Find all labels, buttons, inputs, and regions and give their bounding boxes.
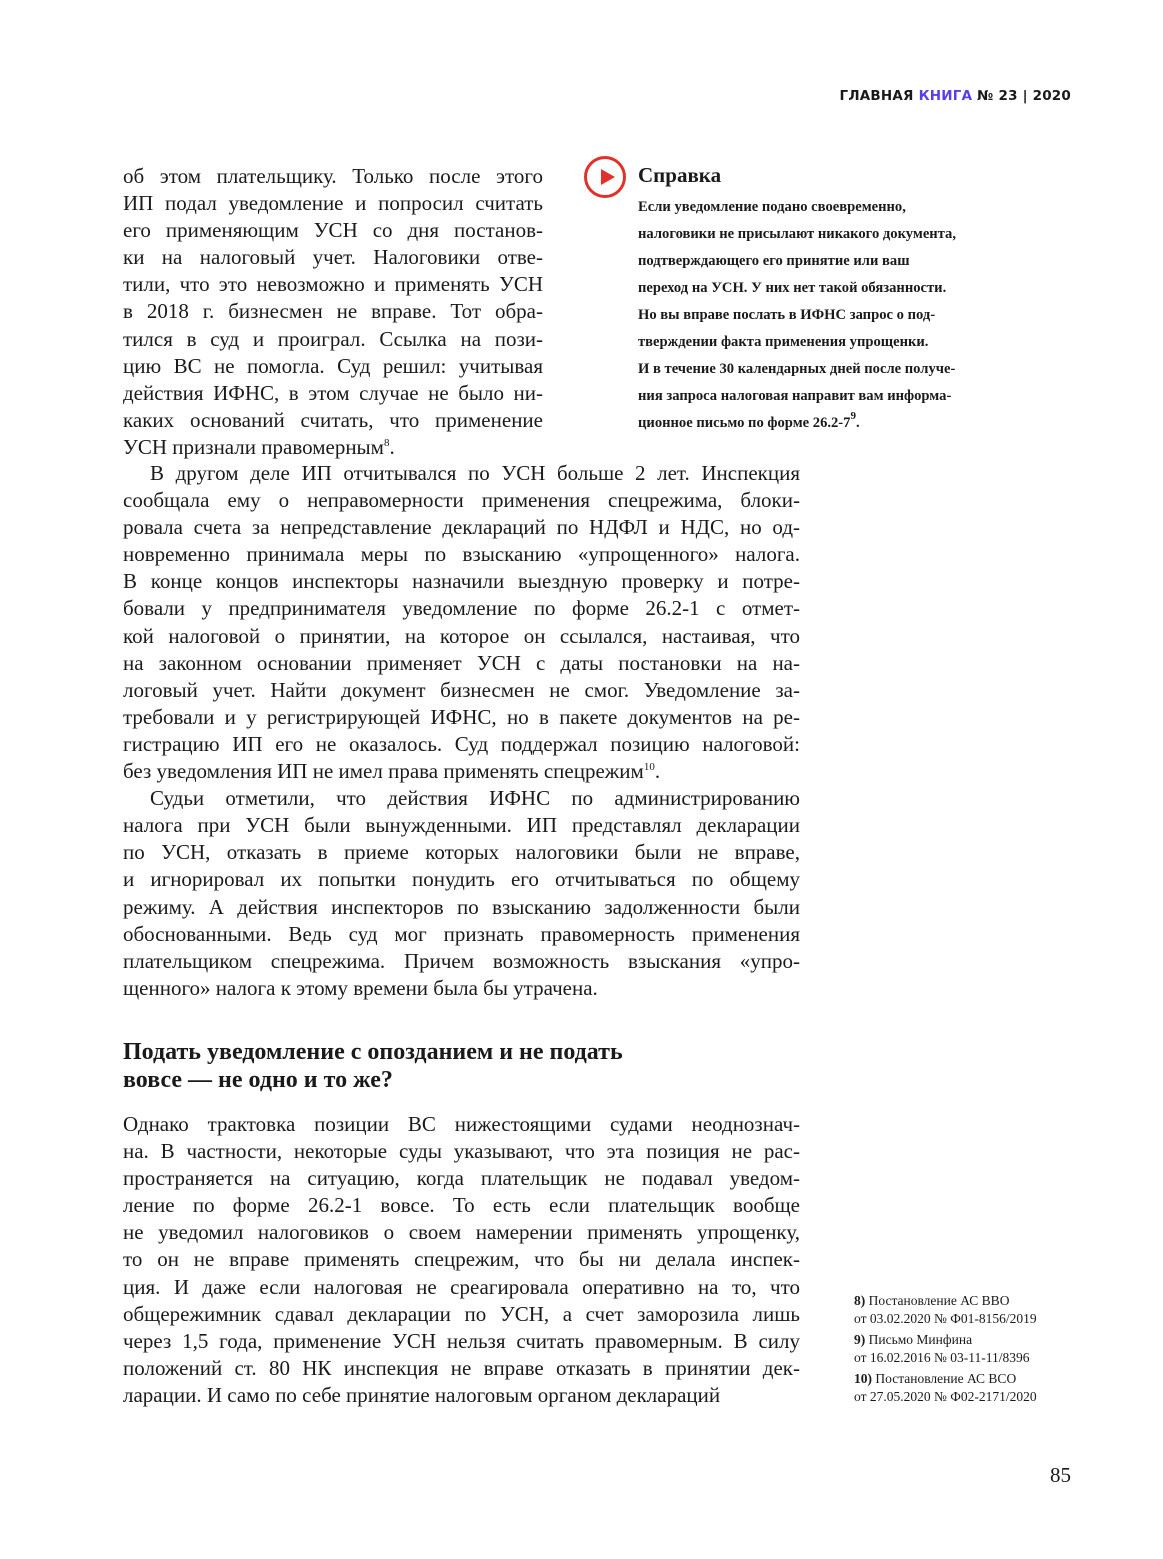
text-line: Но вы вправе послать в ИФНС запрос о под-	[638, 307, 936, 323]
text-line: каких оснований считать, что применение	[123, 407, 543, 432]
text-line: ки на налоговый учет. Налоговики отве-	[123, 245, 543, 270]
brand-name-accent: КНИГА	[918, 88, 973, 104]
text-line: сообщала ему о неправомерности применения спецрежима, блоки-	[123, 488, 800, 513]
text-line: плательщиком спецрежима. Причем возможность взыскания «упро-	[123, 948, 800, 973]
text-line: действия ИФНС, в этом случае не было ни-	[123, 380, 543, 405]
footnote-ref: 9	[850, 410, 856, 422]
text-line: налоговики не присылают никакого документа,	[638, 226, 956, 242]
text-line: тился в суд и проиграл. Ссылка на пози-	[123, 326, 543, 351]
footnote-source: Письмо Минфина	[865, 1332, 973, 1347]
footnote-details: от 27.05.2020 № Ф02-2171/2020	[854, 1388, 1037, 1404]
footnote-details: от 03.02.2020 № Ф01-8156/2019	[854, 1310, 1037, 1326]
text-line: переход на УСН. У них нет такой обязанности.	[638, 280, 947, 296]
text-line: цию ВС не помогла. Суд решил: учитывая	[123, 353, 543, 378]
text-line: и игнорировал их попытки понудить его отчитываться по общему	[123, 867, 800, 892]
text-line: на. В частности, некоторые суды указывают, что эта позиция не рас-	[123, 1139, 800, 1164]
text-line: тверждении факта применения упрощенки.	[638, 334, 929, 350]
footnote	[854, 1370, 1037, 1405]
text-line: общережимник сдавал декларации по УСН, а счет заморозила лишь	[123, 1301, 800, 1326]
text-line: подтверждающего его принятие или ваш	[638, 253, 910, 269]
text-line: УСН признали правомерным$^8$.	[123, 434, 395, 459]
text-line: требовали и у регистрирующей ИФНС, но в пакете документов на ре-	[123, 704, 800, 729]
text-line: ция. И даже если налоговая не среагировала оперативно на то, что	[123, 1274, 800, 1299]
text-line: ление по форме 26.2-1 вовсе. То есть если плательщик вообще	[123, 1193, 800, 1218]
text-line: тили, что это невозможно и применять УСН	[123, 272, 543, 297]
footnote	[854, 1292, 1037, 1327]
text-line: его применяющим УСН со дня постанов-	[123, 218, 543, 243]
text-line: логовый учет. Найти документ бизнесмен не смог. Уведомление за-	[123, 677, 800, 702]
text-line: не уведомил налоговиков о своем намерении применять упрощенку,	[123, 1220, 800, 1245]
body-text	[123, 460, 800, 1002]
text-line: И в течение 30 календарных дней после получе-	[638, 361, 956, 377]
text-line: Однако трактовка позиции ВС нижестоящими судами неоднознач-	[123, 1112, 800, 1136]
text-line: в 2018 г. бизнесмен не вправе. Тот обра-	[123, 299, 543, 324]
text-line: без уведомления ИП не имел права применять спецрежим$^{10}$.	[123, 759, 661, 784]
text-line: новременно принимала меры по взысканию «упрощенного» налога.	[123, 542, 800, 567]
text-line: кой налоговой о принятии, на которое он ссылался, настаивая, что	[123, 623, 800, 648]
footnote-number: 9)	[854, 1332, 866, 1347]
text-line: обоснованными. Ведь суд мог признать правомерность применения	[123, 921, 800, 946]
text-line: Судьи отметили, что действия ИФНС по администрированию	[150, 786, 800, 811]
text-line: то он не вправе применять спецрежим, что бы ни делала инспек-	[123, 1247, 800, 1272]
info-box-body	[638, 194, 1078, 437]
body-text-section	[123, 1111, 800, 1409]
text-line: положений ст. 80 НК инспекция не вправе отказать в принятии дек-	[123, 1355, 800, 1380]
heading-line: вовсе — не одно и то же?	[123, 1067, 393, 1093]
text-line: бовали у предпринимателя уведомление по форме 26.2-1 с отмет-	[123, 596, 800, 621]
footnote-details: от 16.02.2016 № 03-11-11/8396	[854, 1349, 1030, 1365]
info-box-title: Справка	[638, 163, 722, 187]
text-line: ционное письмо по форме $26.2-7^9$.	[638, 410, 860, 431]
footnote-number: 10)	[854, 1371, 872, 1386]
text-line: В другом деле ИП отчитывался по УСН больше 2 лет. Инспекция	[150, 461, 800, 485]
text-line: налога при УСН были вынужденными. ИП представлял декларации	[123, 813, 800, 838]
running-header	[840, 88, 1071, 104]
text-line: ИП подал уведомление и попросил считать	[123, 191, 543, 216]
text-line: режиму. А действия инспекторов по взысканию задолженности были	[123, 894, 800, 919]
text-line: гистрацию ИП его не оказалось. Суд поддержал позицию налоговой:	[123, 731, 800, 756]
footnotes	[854, 1292, 1037, 1409]
footnote	[854, 1331, 1037, 1366]
text-line: через 1,5 года, применение УСН нельзя считать правомерным. В силу	[123, 1328, 800, 1353]
heading-line: Подать уведомление с опозданием и не подать	[123, 1039, 623, 1065]
play-circle-icon	[584, 156, 626, 198]
text-line: В конце концов инспекторы назначили выездную проверку и потре-	[123, 569, 800, 594]
text-line: пространяется на ситуацию, когда плательщик не подавал уведом-	[123, 1166, 800, 1191]
footnote-number: 8)	[854, 1293, 866, 1308]
footnote-source: Постановление АС ВСО	[872, 1371, 1017, 1386]
footnote-ref: 8	[383, 436, 390, 449]
page-number: 85	[1050, 1463, 1071, 1487]
text-line: ровала счета за непредставление деклараций по НДФЛ и НДС, но од-	[123, 515, 800, 540]
issue-number: № 23 | 2020	[977, 88, 1071, 104]
text-line: Если уведомление подано своевременно,	[638, 199, 906, 215]
text-line: по УСН, отказать в приеме которых налоговики были не вправе,	[123, 840, 800, 865]
section-heading	[123, 1038, 803, 1094]
text-line: ларации. И само по себе принятие налоговым органом деклараций	[123, 1382, 721, 1407]
text-line: об этом плательщику. Только после этого	[123, 164, 543, 188]
text-line: ния запроса налоговая направит вам информа-	[638, 388, 952, 404]
text-line: на законном основании применяет УСН с даты постановки на на-	[123, 650, 800, 675]
footnote-ref: 10	[643, 761, 655, 774]
body-column-left	[123, 163, 543, 461]
brand-name: ГЛАВНАЯ	[839, 88, 914, 104]
text-line: щенного» налога к этому времени была бы утрачена.	[123, 975, 598, 1000]
footnote-source: Постановление АС ВВО	[865, 1293, 1010, 1308]
